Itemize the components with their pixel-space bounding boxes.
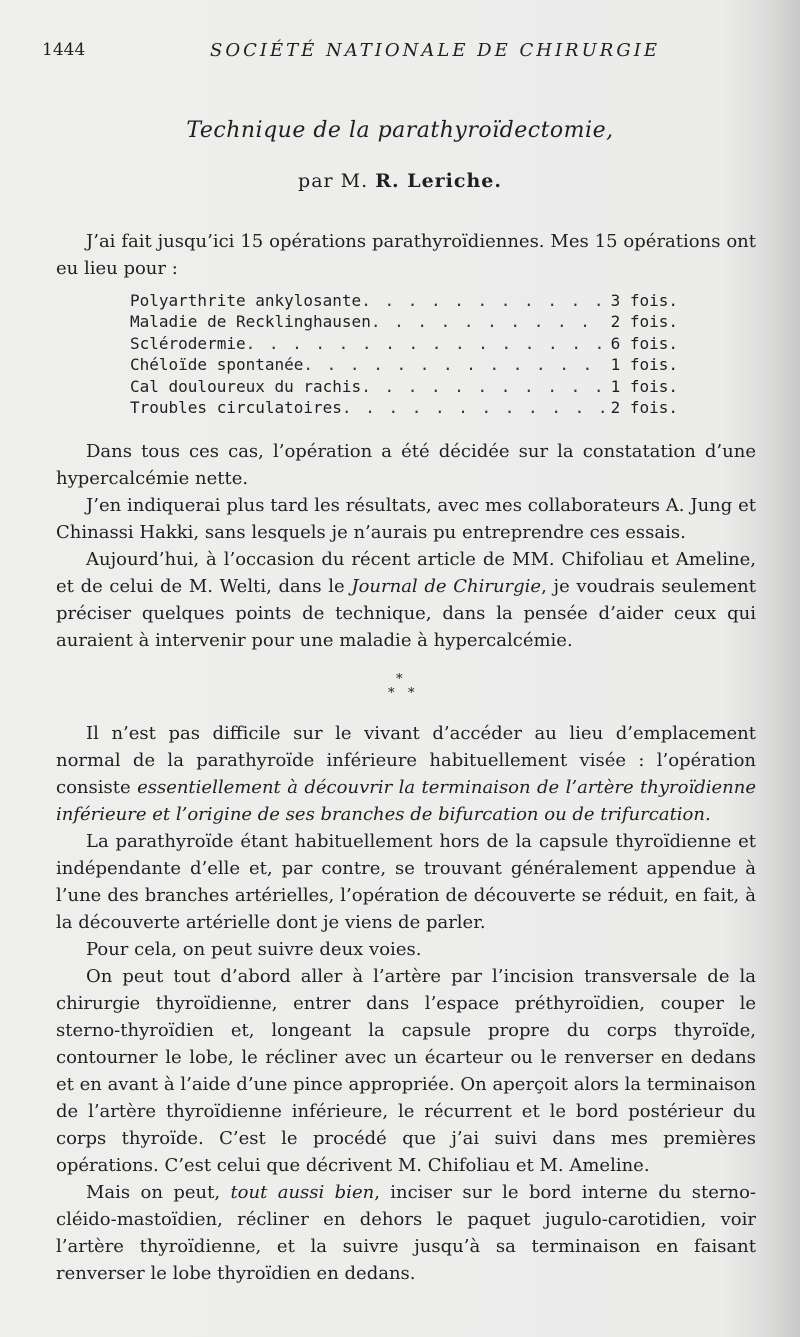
indication-label: Troubles circulatoires bbox=[130, 398, 342, 418]
leader-dots bbox=[371, 311, 607, 332]
emphasis: essentiellement à découvrir la terminaison de l’artère thyroïdienne inférieure et l’origine de ses branches de bifurcation ou de trifurcation. bbox=[56, 777, 756, 825]
paragraph bbox=[56, 720, 756, 828]
text: Il n’est pas difficile sur le vivant d’accéder au lieu d’emplacement normal de la parathyroïde inférieure habituellement visée : l’opération consiste bbox=[56, 723, 756, 798]
author-name: R. Leriche. bbox=[375, 170, 502, 192]
leader-dots bbox=[361, 290, 606, 311]
page-number: 1444 bbox=[42, 40, 86, 60]
indication-label: Sclérodermie bbox=[130, 333, 246, 353]
paragraph: Pour cela, on peut suivre deux voies. bbox=[86, 939, 422, 960]
journal-title: Journal de Chirurgie bbox=[351, 576, 542, 597]
asterisk: * bbox=[388, 686, 395, 701]
indication-count: 1 fois. bbox=[610, 355, 678, 375]
section-one bbox=[56, 438, 756, 654]
indication-label: Maladie de Recklinghausen bbox=[130, 312, 371, 332]
intro-paragraph bbox=[56, 228, 756, 282]
indication-label: Chéloïde spontanée bbox=[130, 355, 304, 375]
indication-row bbox=[130, 376, 678, 397]
paragraph bbox=[56, 1179, 756, 1287]
indication-count: 1 fois. bbox=[610, 376, 678, 396]
paragraph: On peut tout d’abord aller à l’artère par l’incision transversale de la chirurgie thyroïdienne, entrer dans l’espace préthyroïdien, couper le sterno-thyroïdien et, longeant la capsule propre du corps thyroïde, contourner le lobe, le récliner avec un écarteur ou le renverser en dedans et en avant à l’aide d’une pince appropriée. On aperçoit alors la terminaison de l’artère thyroïdienne inférieure, le récurrent et le bord postérieur du corps thyroïde. C’est le procédé que j’ai suivi dans mes premières opérations. C’est celui que décrivent M. Chifoliau et M. Ameline. bbox=[56, 966, 756, 1176]
paragraph: La parathyroïde étant habituellement hors de la capsule thyroïdienne et indépendante d’elle et, par contre, se trouvant généralement appendue à l’une des branches artérielles, l’opération de découverte se réduit, en fait, à la découverte artérielle dont je viens de parler. bbox=[56, 831, 756, 933]
indication-row bbox=[130, 397, 678, 418]
paragraph: J’en indiquerai plus tard les résultats, avec mes collaborateurs A. Jung et Chinassi Hakki, sans lesquels je n’aurais pu entreprendre ces essais. bbox=[56, 495, 756, 543]
indication-count: 6 fois. bbox=[610, 333, 678, 353]
paragraph: Dans tous ces cas, l’opération a été décidée sur la constatation d’une hypercalcémie nette. bbox=[56, 441, 756, 489]
indication-count: 3 fois. bbox=[610, 291, 678, 310]
indication-row bbox=[130, 290, 678, 311]
text: , inciser sur le bord interne du sterno-cléido-mastoïdien, récliner en dehors le paquet jugulo-carotidien, voir l’artère thyroïdienne, et la suivre jusqu’à sa terminaison en faisant renverser le lobe thyroïdien en dedans. bbox=[56, 1182, 756, 1284]
indication-count: 2 fois. bbox=[610, 398, 678, 418]
text: , je voudrais seulement préciser quelques points de technique, dans la pensée d’aider ceux qui auraient à intervenir pour une maladie à hypercalcémie. bbox=[56, 576, 756, 651]
intro-text: J’ai fait jusqu’ici 15 opérations parathyroïdiennes. Mes 15 opérations ont eu lieu pour : bbox=[56, 231, 756, 279]
page-header bbox=[42, 40, 762, 64]
asterisk: * bbox=[408, 686, 415, 701]
article-author bbox=[0, 170, 800, 192]
indication-row bbox=[130, 354, 678, 375]
indication-row bbox=[130, 333, 678, 354]
leader-dots bbox=[361, 376, 606, 397]
author-prefix: par M. bbox=[298, 170, 369, 192]
leader-dots bbox=[246, 333, 607, 354]
section-two bbox=[56, 720, 756, 1287]
indication-count: 2 fois. bbox=[610, 312, 678, 332]
section-separator bbox=[370, 672, 430, 712]
article-title: Technique de la parathyroïdectomie, bbox=[186, 118, 614, 143]
text: Aujourd’hui, à l’occasion du récent article de MM. Chifoliau et Ameline, et de celui de M. Welti, dans le bbox=[56, 549, 756, 597]
leader-dots bbox=[303, 354, 606, 375]
indication-list bbox=[130, 290, 678, 418]
running-title: SOCIÉTÉ NATIONALE DE CHIRURGIE bbox=[210, 40, 660, 61]
indication-label: Cal douloureux du rachis bbox=[130, 376, 362, 396]
indication-row bbox=[130, 311, 678, 332]
emphasis: tout aussi bien bbox=[230, 1182, 375, 1203]
asterisk: * bbox=[396, 672, 403, 687]
text: Mais on peut, bbox=[86, 1182, 231, 1203]
leader-dots bbox=[342, 397, 607, 418]
indication-label: Polyarthrite ankylosante bbox=[130, 291, 362, 310]
paragraph bbox=[56, 546, 756, 654]
